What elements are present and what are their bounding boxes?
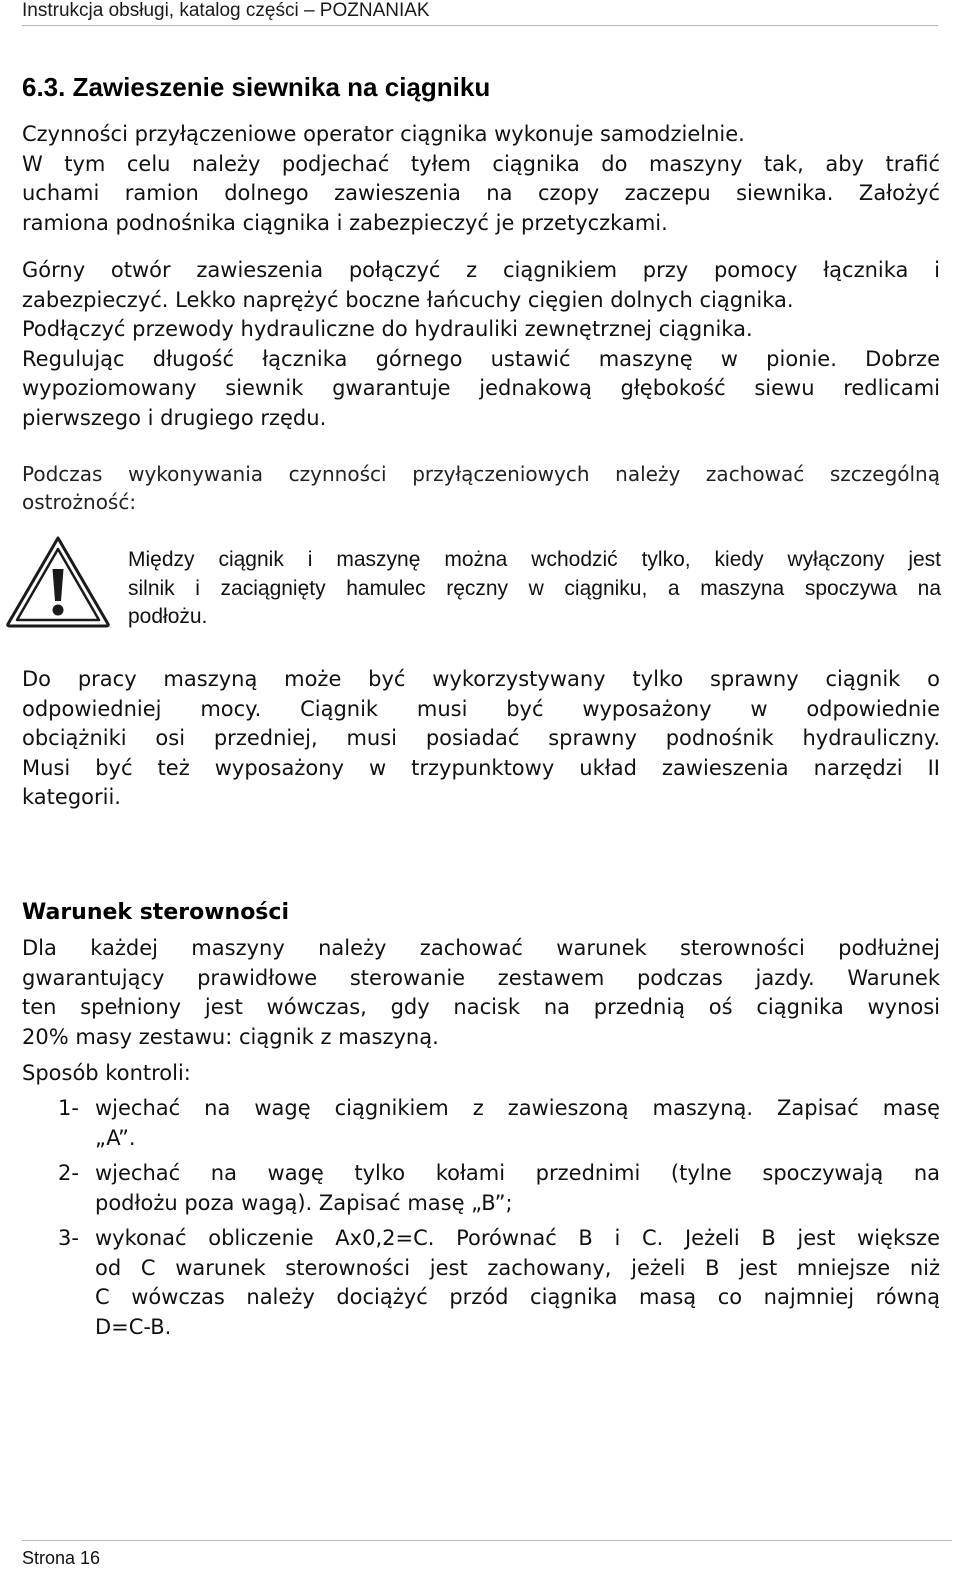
text-line: Podczas wykonywania czynności przyłączeniowych należy zachować szczególną (22, 462, 940, 486)
text-line: wjechać na wagę tylko kołami przednimi (tylne spoczywają na (95, 1161, 940, 1185)
footer-divider (22, 1540, 952, 1541)
list-item (22, 1094, 940, 1153)
text-line: uchami ramion dolnego zawieszenia na czopy zaczepu siewnika. Założyć (22, 181, 940, 205)
text-line: od C warunek sterowności jest zachowany, jeżeli B jest mniejsze niż (95, 1255, 940, 1280)
text-line: podłożu poza wagą). Zapisać masę „B”; (95, 1190, 513, 1215)
text-line: W tym celu należy podjechać tyłem ciągnika do maszyny tak, aby trafić (22, 151, 940, 176)
text-line: odpowiedniej mocy. Ciągnik musi być wyposażony w odpowiednie (22, 696, 940, 721)
text-line: Regulując długość łącznika górnego ustawić maszynę w pionie. Dobrze (22, 346, 940, 371)
header-divider (22, 25, 938, 26)
steps-list (22, 1094, 940, 1348)
text-line: gwarantujący prawidłowe sterowanie zestawem podczas jazdy. Warunek (22, 965, 940, 990)
method-label: Sposób kontroli: (22, 1061, 191, 1085)
list-number: 2- (58, 1161, 79, 1185)
text-line: Czynności przyłączeniowe operator ciągnika wykonuje samodzielnie. (22, 122, 745, 146)
text-line: Musi być też wyposażony w trzypunktowy układ zawieszenia narzędzi II (22, 755, 940, 780)
text-line: wypoziomowany siewnik gwarantuje jednakową głębokość siewu redlicami (22, 376, 940, 400)
list-item (22, 1224, 940, 1342)
paragraph-attachment (22, 120, 940, 238)
text-line: wykonać obliczenie Ax0,2=C. Porównać B i C. Jeżeli B jest większe (95, 1226, 940, 1250)
text-line: Między ciągnik i maszynę można wchodzić tylko, kiedy wyłączony jest (128, 548, 941, 571)
text-line: ostrożność: (22, 490, 137, 514)
page-number: Strona 16 (22, 1548, 101, 1568)
text-line: obciążniki osi przedniej, musi posiadać sprawny podnośnik hydrauliczny. (22, 726, 940, 750)
paragraph-steering-condition (22, 934, 940, 1052)
list-number: 3- (58, 1226, 79, 1250)
list-item (22, 1159, 940, 1218)
page-header: Instrukcja obsługi, katalog części – POZNANIAK (22, 0, 430, 21)
text-line: Dla każdej maszyny należy zachować warunek sterowności podłużnej (22, 936, 940, 960)
text-line: zabezpieczyć. Lekko naprężyć boczne łańcuchy cięgien dolnych ciągnika. (22, 287, 794, 312)
text-line: 20% masy zestawu: ciągnik z maszyną. (22, 1024, 439, 1049)
text-line: ramiona podnośnika ciągnika i zabezpieczyć je przetyczkami. (22, 210, 668, 235)
text-line: ten spełniony jest wówczas, gdy nacisk na przednią oś ciągnika wynosi (22, 995, 940, 1019)
text-line: podłożu. (128, 605, 208, 628)
paragraph-top-link (22, 256, 940, 433)
text-line: pierwszego i drugiego rzędu. (22, 405, 327, 430)
text-line: Górny otwór zawieszenia połączyć z ciągnikiem przy pomocy łącznika i (22, 258, 940, 282)
text-line: silnik i zaciągnięty hamulec ręczny w ciągniku, a maszyna spoczywa na (128, 576, 941, 600)
section-title: 6.3. Zawieszenie siewnika na ciągniku (22, 72, 491, 102)
paragraph-tractor-requirements (22, 665, 940, 813)
warning-text (128, 546, 941, 632)
text-line: Do pracy maszyną może być wykorzystywany tylko sprawny ciągnik o (22, 667, 940, 691)
text-line: „A”. (95, 1125, 136, 1150)
warning-triangle-icon (5, 535, 111, 629)
text-line: C wówczas należy dociążyć przód ciągnika masą co najmniej równą (95, 1285, 940, 1309)
caution-paragraph (22, 460, 940, 516)
text-line: wjechać na wagę ciągnikiem z zawieszoną maszyną. Zapisać masę (95, 1096, 940, 1120)
subsection-title: Warunek sterowności (22, 900, 289, 925)
text-line: kategorii. (22, 785, 121, 809)
list-number: 1- (58, 1096, 79, 1120)
text-line: Podłączyć przewody hydrauliczne do hydrauliki zewnętrznej ciągnika. (22, 317, 753, 341)
text-line: D=C-B. (95, 1314, 172, 1339)
